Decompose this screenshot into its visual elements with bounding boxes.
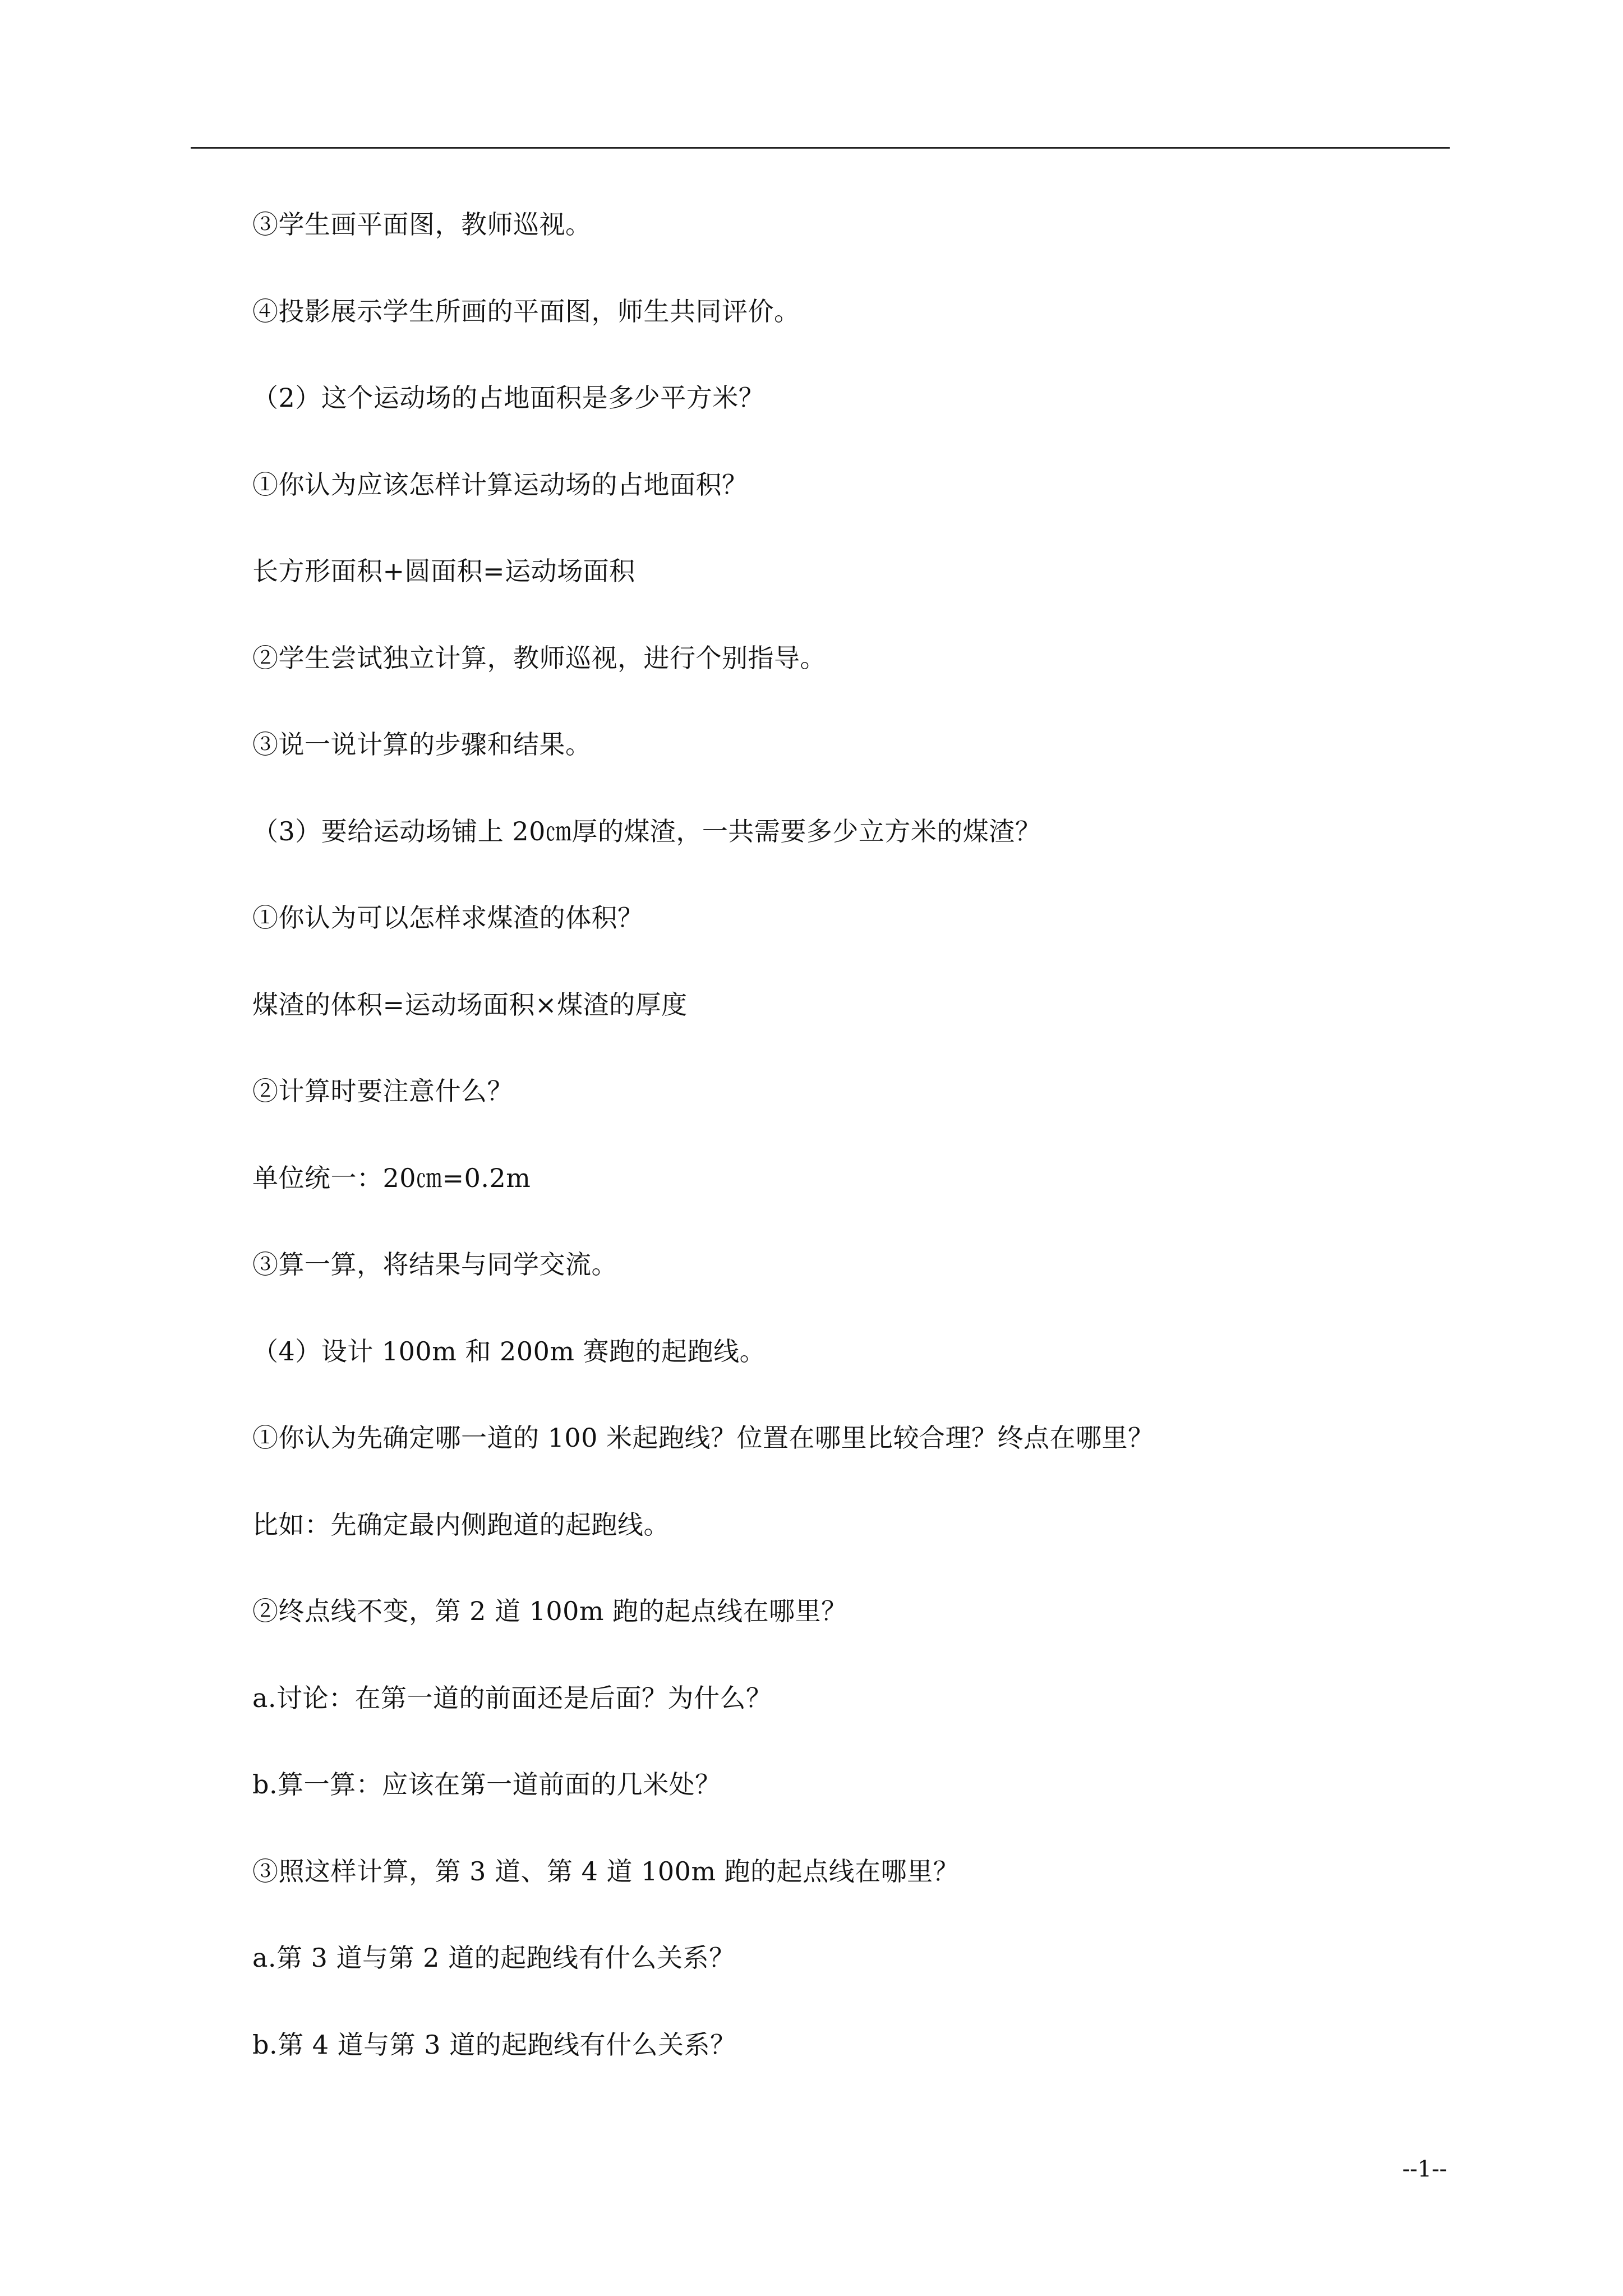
header-rule [191,147,1450,149]
paragraph: ①你认为先确定哪一道的 100 米起跑线？位置在哪里比较合理？终点在哪里？ [252,1423,1154,1453]
page-number: --1-- [1402,2156,1447,2182]
paragraph: ③算一算，将结果与同学交流。 [252,1249,617,1280]
paragraph: ③说一说计算的步骤和结果。 [252,729,592,760]
paragraph: b.算一算：应该在第一道前面的几米处？ [252,1769,721,1800]
paragraph: ①你认为应该怎样计算运动场的占地面积？ [252,469,748,500]
paragraph: b.第 4 道与第 3 道的起跑线有什么关系？ [252,2029,736,2060]
paragraph: 煤渣的体积=运动场面积×煤渣的厚度 [252,989,688,1020]
paragraph: a.第 3 道与第 2 道的起跑线有什么关系？ [252,1943,735,1973]
paragraph: ④投影展示学生所画的平面图，师生共同评价。 [252,296,800,326]
paragraph: ③学生画平面图，教师巡视。 [252,209,592,240]
paragraph: ①你认为可以怎样求煤渣的体积？ [252,903,644,933]
paragraph: （3）要给运动场铺上 20㎝厚的煤渣，一共需要多少立方米的煤渣？ [252,816,1041,846]
paragraph: 长方形面积+圆面积=运动场面积 [252,556,635,586]
paragraph: 单位统一：20㎝=0.2m [252,1162,531,1193]
paragraph: ②计算时要注意什么？ [252,1076,513,1106]
paragraph: （4）设计 100m 和 200m 赛跑的起跑线。 [252,1336,766,1366]
paragraph: ②学生尝试独立计算，教师巡视，进行个别指导。 [252,642,826,673]
paragraph: a.讨论：在第一道的前面还是后面？为什么？ [252,1682,772,1713]
document-body [252,208,1447,2114]
paragraph: （2）这个运动场的占地面积是多少平方米？ [252,383,765,413]
paragraph: ③照这样计算，第 3 道、第 4 道 100m 跑的起点线在哪里？ [252,1856,960,1887]
paragraph: ②终点线不变，第 2 道 100m 跑的起点线在哪里？ [252,1596,847,1626]
paragraph: 比如：先确定最内侧跑道的起跑线。 [252,1509,670,1540]
